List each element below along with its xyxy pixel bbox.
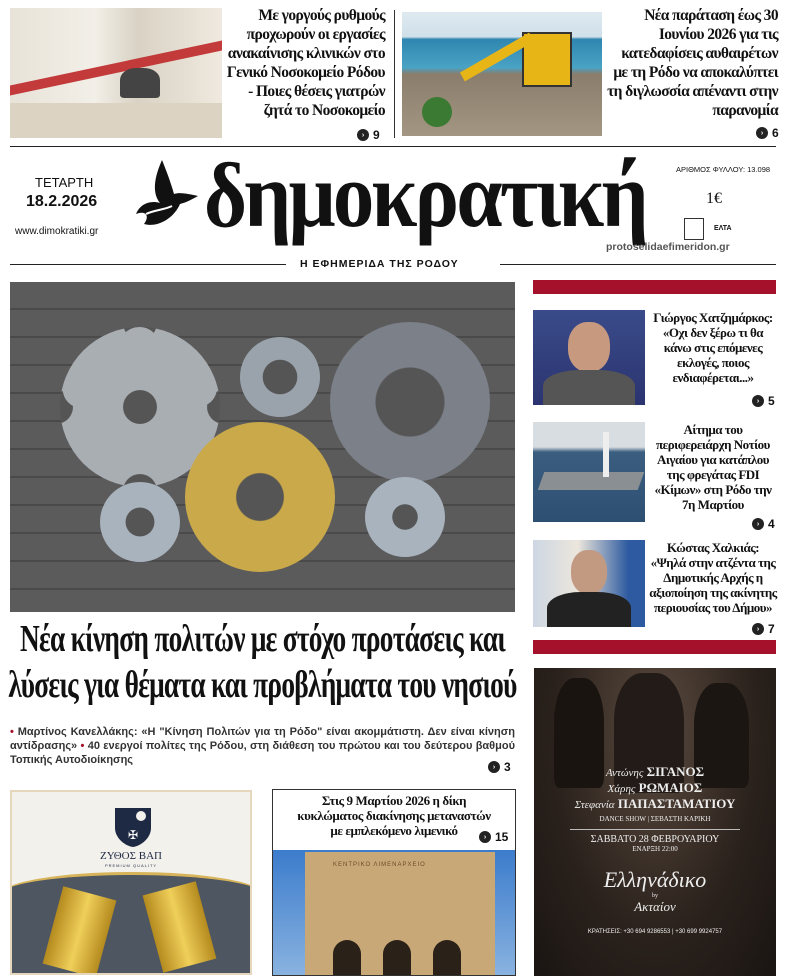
port-authority-building-photo xyxy=(273,850,516,976)
issue-day: ΤΕΤΑΡΤΗ xyxy=(35,175,94,190)
tagline: Η ΕΦΗΜΕΡΙΔΑ ΤΗΣ ΡΟΔΟΥ xyxy=(300,258,459,270)
main-headline-line: λύσεις για θέματα και προβλήματα του νησιού xyxy=(8,664,517,706)
side-story-2[interactable]: Αίτημα του περιφερειάρχη Νοτίου Αιγαίου για κατάπλου της φρεγάτας FDI «Κίμων» στη Ρόδο την 7η Μαρτίου xyxy=(654,422,772,512)
section-bar xyxy=(533,640,776,654)
source-link[interactable]: protoselidaefimeridon.gr xyxy=(606,241,730,253)
main-headline[interactable] xyxy=(10,616,515,708)
top-story-1-headline: Με γοργούς ρυθμούς προχωρούν οι εργασίες ανακαίνισης κλινικών στο Γενικό Νοσοκομείο Ρόδου - Ποιες θέσεις γιατρών ζητά το Νοσοκομείο xyxy=(226,7,385,119)
page-ref xyxy=(752,517,775,531)
arrow-icon: › xyxy=(488,761,500,773)
gears-teamwork-photo[interactable] xyxy=(10,282,515,612)
summary-bullet: 40 ενεργοί πολίτες της Ρόδου, στη διάθεση του πρώτου και του δεύτερου βαθμού Τοπικής Αυτοδιοίκησης xyxy=(10,740,515,766)
artist: Αντώνης ΣΙΓΑΝΟΣ xyxy=(605,764,705,779)
page-ref xyxy=(479,830,508,844)
page-ref xyxy=(752,394,775,408)
side-story-3[interactable]: Κώστας Χαλκιάς: «Ψηλά στην ατζέντα της Δημοτικής Αρχής η αξιοποίηση της ακίνητης περιουσίας του Δήμου» xyxy=(649,540,777,615)
summary-bullet: Μαρτίνος Κανελλάκης: «Η "Κίνηση Πολιτών για τη Ρόδο" είναι ακομμάτιστη. Δεν είναι κίνηση αντίδρασης» xyxy=(10,726,515,752)
page-number: 5 xyxy=(768,394,775,408)
page-ref xyxy=(756,126,779,140)
building-sign: ΚΕΝΤΡΙΚΟ ΛΙΜΕΝΑΡΧΕΙΟ xyxy=(333,862,426,868)
svg-text:✠: ✠ xyxy=(127,828,139,842)
arrow-icon: › xyxy=(756,127,768,139)
arrow-icon: › xyxy=(752,395,764,407)
beer-sub: PREMIUM QUALITY xyxy=(104,863,158,868)
elta-logo: ΕΛΤΑ xyxy=(714,225,732,232)
beer-brand: ΖΥΘΟΣ ΒΑΠ xyxy=(100,850,162,862)
page-number: 15 xyxy=(495,830,509,844)
concert-ad[interactable] xyxy=(534,668,776,976)
excavator-beach-photo xyxy=(402,12,602,136)
divider xyxy=(394,10,395,138)
postage-stamp xyxy=(684,218,704,240)
page-number: 7 xyxy=(768,622,775,636)
dance-show: DANCE SHOW | ΣΕΒΑΣΤΗ ΚΑΡΙΚΗ xyxy=(599,815,711,823)
hospital-corridor-photo xyxy=(10,8,222,138)
divider xyxy=(10,264,286,265)
hatzimarkos-photo[interactable] xyxy=(533,310,645,405)
arrow-icon: › xyxy=(752,518,764,530)
page-number: 3 xyxy=(504,760,511,774)
page-number: 4 xyxy=(768,517,775,531)
divider xyxy=(500,264,776,265)
side-story-1[interactable]: Γιώργος Χατζημάρκος: «Οχι δεν ξέρω τι θα κάνω στις επόμενες εκλογές, ποιος ενδιαφέρεται...» xyxy=(653,310,773,385)
venue-name-2: Ακταίον xyxy=(634,899,676,914)
issue-number: ΑΡΙΘΜΟΣ ΦΥΛΛΟΥ: 13.098 xyxy=(676,165,771,174)
event-start: ΕΝΑΡΞΗ 22:00 xyxy=(632,845,678,853)
newspaper-title: δημοκρατική xyxy=(204,144,646,246)
page-number: 6 xyxy=(772,126,779,140)
bottom-story-headline: Στις 9 Μαρτίου 2026 η δίκη κυκλώματος διακίνησης μεταναστών με εμπλεκόμενο λιμενικό xyxy=(297,793,491,838)
event-date: ΣΑΒΒΑΤΟ 28 ΦΕΒΡΟΥΑΡΙΟΥ xyxy=(590,834,720,845)
section-bar xyxy=(533,280,776,294)
top-story-2[interactable] xyxy=(605,6,778,120)
arrow-icon: › xyxy=(357,129,369,141)
website-link[interactable]: www.dimokratiki.gr xyxy=(15,226,99,237)
artist: Στεφανία ΠΑΠΑΣΤΑΜΑΤΙΟΥ xyxy=(574,796,736,811)
frigate-photo[interactable] xyxy=(533,422,645,522)
page-ref xyxy=(488,760,511,774)
venue-by: by xyxy=(652,893,658,899)
reservations: ΚΡΑΤΗΣΕΙΣ: +30 694 9286553 | +30 699 9924757 xyxy=(587,929,723,935)
beer-shield-logo-icon xyxy=(113,806,153,848)
top-story-2-headline: Νέα παράταση έως 30 Ιουνίου 2026 για τις κατεδαφίσεις αυθαιρέτων με τη Ρόδο να αποκαλύπτει τη διγλωσσία απέναντι στην παρανομία xyxy=(607,7,778,119)
arrow-icon: › xyxy=(752,623,764,635)
price: 1€ xyxy=(706,190,722,207)
top-story-1[interactable] xyxy=(225,6,385,126)
main-headline-line: Νέα κίνηση πολιτών με στόχο προτάσεις και xyxy=(19,618,506,660)
halkias-photo[interactable] xyxy=(533,540,645,627)
dove-logo-icon xyxy=(132,158,202,230)
main-summary: • Μαρτίνος Κανελλάκης: «Η "Κίνηση Πολιτών για τη Ρόδο" είναι ακομμάτιστη. Δεν είναι κίνηση αντίδρασης» • 40 ενεργοί πολίτες της Ρόδου, στη διάθεση του πρώτου και του δεύτερου βαθμού Τοπικής Αυτοδιοίκησης xyxy=(10,726,515,766)
page-number: 9 xyxy=(373,128,380,142)
venue-name: Ελληνάδικο xyxy=(603,867,707,892)
arrow-icon: › xyxy=(479,831,491,843)
bottom-story[interactable] xyxy=(272,789,516,976)
artist: Χάρης ΡΩΜΑΙΟΣ xyxy=(607,780,703,795)
issue-date: 18.2.2026 xyxy=(26,193,98,210)
page-ref xyxy=(752,622,775,636)
beer-ad[interactable] xyxy=(10,790,252,975)
